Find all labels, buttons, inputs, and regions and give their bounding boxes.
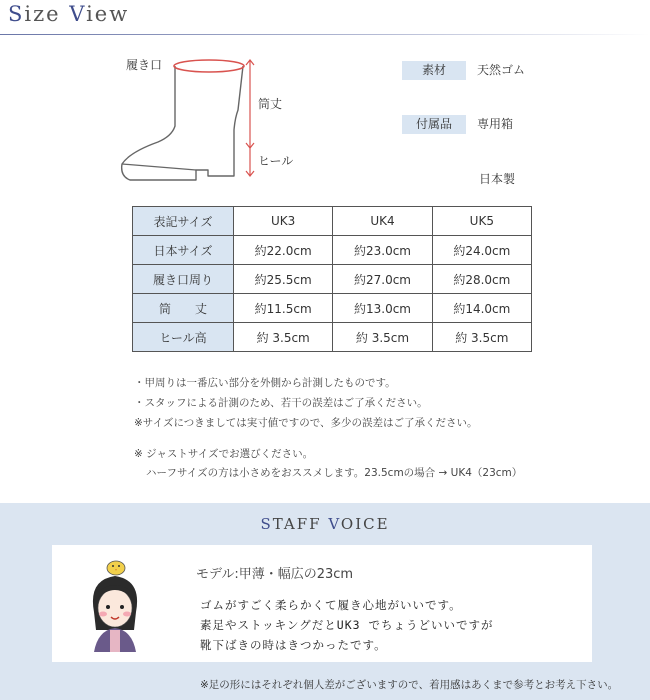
table-cell: 約 3.5cm bbox=[333, 323, 432, 352]
label-opening: 履き口 bbox=[126, 58, 163, 72]
boot-diagram bbox=[110, 52, 320, 192]
table-header-cell: UK3 bbox=[234, 207, 333, 236]
table-header-cell: UK5 bbox=[432, 207, 531, 236]
spec-tag-accessory: 付属品 bbox=[402, 115, 466, 134]
table-cell: 約28.0cm bbox=[432, 265, 531, 294]
table-cell: 約14.0cm bbox=[432, 294, 531, 323]
table-cell: 約13.0cm bbox=[333, 294, 432, 323]
row-label: ヒール高 bbox=[133, 323, 234, 352]
spec-tag-material: 素材 bbox=[402, 61, 466, 80]
staff-comment-line: 素足やストッキングだとUK3 でちょうどいいですが bbox=[200, 618, 494, 632]
note-line: ・スタッフによる計測のため、若干の誤差はご了承ください。 bbox=[134, 397, 428, 409]
table-cell: 約22.0cm bbox=[234, 236, 333, 265]
table-header-cell: 表記サイズ bbox=[133, 207, 234, 236]
note-line: ※サイズにつきましては実寸値ですので、多少の誤差はご了承ください。 bbox=[134, 417, 478, 429]
staff-voice-title: STAFF VOICE bbox=[260, 515, 390, 533]
table-cell: 約11.5cm bbox=[234, 294, 333, 323]
table-header-row bbox=[133, 207, 532, 236]
table-cell: 約25.5cm bbox=[234, 265, 333, 294]
page-title: Size View bbox=[8, 2, 130, 26]
table-cell: 約27.0cm bbox=[333, 265, 432, 294]
table-row bbox=[133, 236, 532, 265]
origin-label: 日本製 bbox=[479, 172, 516, 186]
fit-note-line1: ※ ジャストサイズでお選びください。 bbox=[134, 448, 314, 460]
staff-comment-line: ゴムがすごく柔らかくて履き心地がいいです。 bbox=[200, 598, 462, 612]
label-heel: ヒール bbox=[258, 154, 294, 168]
table-cell: 約23.0cm bbox=[333, 236, 432, 265]
fit-note-line2: ハーフサイズの方は小さめをおススメします。23.5cmの場合 → UK4（23cm） bbox=[146, 467, 523, 479]
staff-avatar bbox=[80, 552, 150, 657]
model-info: モデル:甲薄・幅広の23cm bbox=[196, 567, 354, 582]
note-line: ・甲周りは一番広い部分を外側から計測したものです。 bbox=[134, 377, 396, 389]
fit-disclaimer: ※足の形にはそれぞれ個人差がございますので、着用感はあくまで参考とお考え下さい。 bbox=[200, 679, 619, 691]
boot-outline bbox=[122, 66, 243, 180]
label-shaft: 筒丈 bbox=[258, 97, 283, 111]
title-divider bbox=[0, 34, 650, 35]
table-cell: 約 3.5cm bbox=[432, 323, 531, 352]
row-label: 履き口周り bbox=[133, 265, 234, 294]
table-cell: 約 3.5cm bbox=[234, 323, 333, 352]
table-row bbox=[133, 265, 532, 294]
size-table bbox=[132, 206, 532, 352]
row-label: 日本サイズ bbox=[133, 236, 234, 265]
spec-value-accessory: 専用箱 bbox=[477, 117, 514, 131]
table-row bbox=[133, 323, 532, 352]
spec-value-material: 天然ゴム bbox=[477, 63, 526, 77]
table-cell: 約24.0cm bbox=[432, 236, 531, 265]
table-header-cell: UK4 bbox=[333, 207, 432, 236]
staff-comment-line: 靴下ばきの時はきつかったです。 bbox=[200, 638, 387, 652]
table-row bbox=[133, 294, 532, 323]
row-label: 筒 丈 bbox=[133, 294, 234, 323]
